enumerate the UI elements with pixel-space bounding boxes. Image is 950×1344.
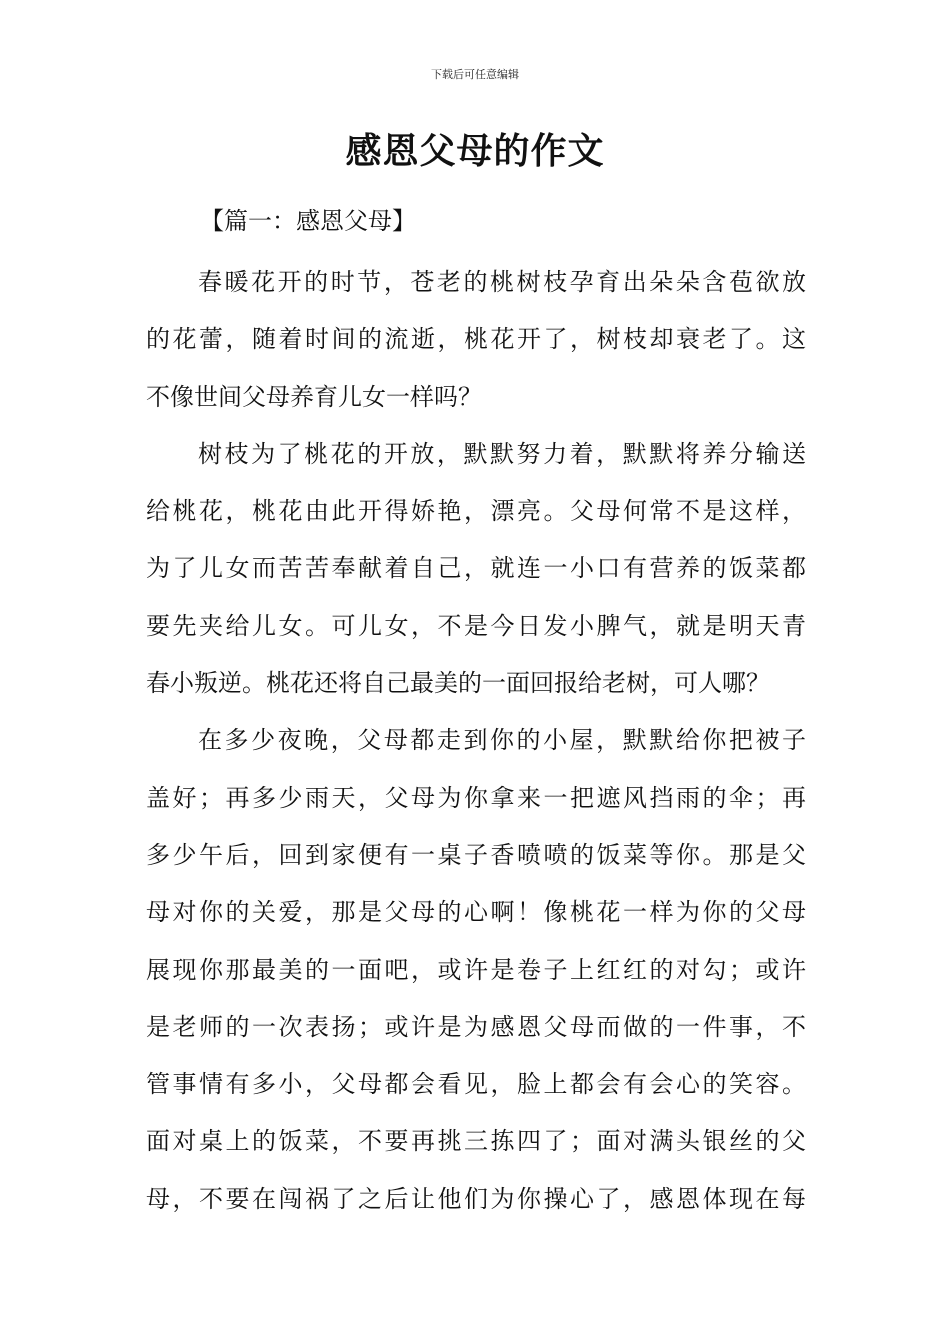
- text-line: 要先夹给儿女。可儿女，不是今日发小脾气，就是明天青: [146, 611, 806, 640]
- text-line: 母对你的关爱，那是父母的心啊！像桃花一样为你的父母: [146, 898, 806, 927]
- paragraph-1: [146, 262, 806, 434]
- text-line: 盖好；再多少雨天，父母为你拿来一把遮风挡雨的伞；再: [146, 783, 806, 812]
- text-line: 春小叛逆。桃花还将自己最美的一面回报给老树，可人哪？: [146, 669, 770, 698]
- document-body: [146, 262, 806, 1236]
- text-line: 管事情有多小，父母都会看见，脸上都会有会心的笑容。: [146, 1070, 806, 1099]
- text-line: 给桃花，桃花由此开得娇艳，漂亮。父母何常不是这样，: [146, 497, 806, 526]
- text-line: 不像世间父母养育儿女一样吗？: [146, 382, 482, 411]
- text-line: 在多少夜晚，父母都走到你的小屋，默默给你把被子: [198, 726, 806, 755]
- text-line: 展现你那最美的一面吧，或许是卷子上红红的对勾；或许: [146, 955, 806, 984]
- text-line: 为了儿女而苦苦奉献着自己，就连一小口有营养的饭菜都: [146, 554, 806, 583]
- paragraph-2: [146, 434, 806, 720]
- document-title: 感恩父母的作文: [345, 131, 605, 172]
- text-line: 多少午后，回到家便有一桌子香喷喷的饭菜等你。那是父: [146, 840, 806, 869]
- text-line: 树枝为了桃花的开放，默默努力着，默默将养分输送: [198, 439, 806, 468]
- text-line: 是老师的一次表扬；或许是为感恩父母而做的一件事，不: [146, 1012, 806, 1041]
- text-line: 母，不要在闯祸了之后让他们为你操心了，感恩体现在每: [146, 1184, 806, 1213]
- paragraph-3: [146, 720, 806, 1236]
- text-line: 面对桌上的饭菜，不要再挑三拣四了；面对满头银丝的父: [146, 1127, 806, 1156]
- text-line: 春暖花开的时节，苍老的桃树枝孕育出朵朵含苞欲放: [198, 268, 806, 296]
- section-heading: 【篇一：感恩父母】: [200, 207, 416, 235]
- text-line: 的花蕾，随着时间的流逝，桃花开了，树枝却衰老了。这: [146, 325, 806, 354]
- page-header-note: 下载后可任意编辑: [431, 68, 519, 81]
